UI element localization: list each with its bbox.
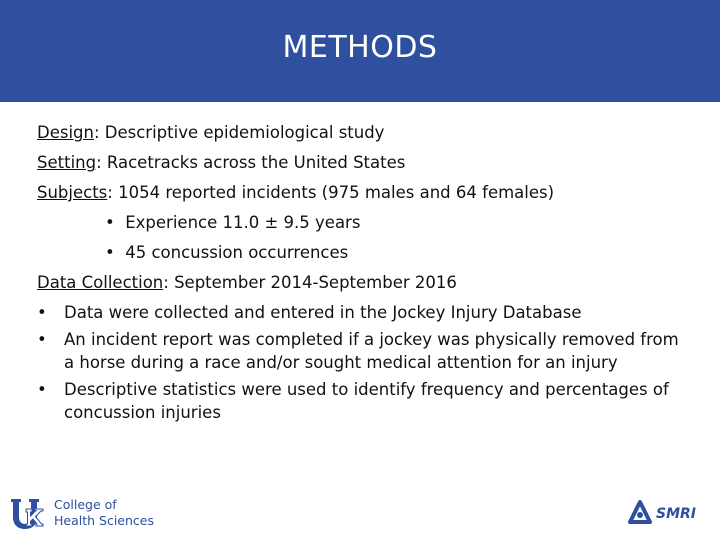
bullet-dot: • — [37, 380, 47, 399]
uk-college-logo — [10, 495, 154, 535]
bullet-dot: • — [37, 303, 47, 322]
bullet-text: Data were collected and entered in the Jockey Injury Database — [64, 303, 582, 322]
setting-label: Setting — [37, 153, 97, 172]
title-bar — [0, 0, 720, 102]
data-collection-label: Data Collection — [37, 273, 164, 292]
slide-body — [37, 118, 687, 428]
college-name-line1: College of — [54, 497, 117, 512]
design-line — [37, 118, 687, 148]
data-collection-line — [37, 268, 687, 298]
bullet-dot: • — [105, 213, 115, 232]
slide-title: METHODS — [282, 30, 438, 65]
design-text: : Descriptive epidemiological study — [93, 123, 385, 142]
bullet-item — [37, 301, 687, 324]
bullet-text: An incident report was completed if a jockey was physically removed from a horse during a race and/or sought medical attention for an injury — [64, 330, 679, 372]
subjects-line — [37, 178, 687, 208]
bullet-item — [37, 378, 687, 424]
subjects-item-text: Experience 11.0 ± 9.5 years — [125, 213, 361, 232]
bullet-text: Descriptive statistics were used to identify frequency and percentages of concussion injuries — [64, 380, 669, 422]
setting-line — [37, 148, 687, 178]
subjects-item — [37, 238, 687, 268]
bullet-dot: • — [105, 243, 115, 262]
subjects-item — [37, 208, 687, 238]
uk-monogram-icon — [10, 495, 44, 531]
college-name-line2: Health Sciences — [54, 513, 154, 528]
design-label: Design — [37, 123, 94, 142]
bullet-item — [37, 328, 687, 374]
subjects-text: : 1054 reported incidents (975 males and 64 females) — [107, 183, 555, 202]
triangle-logo-icon — [628, 500, 652, 526]
data-collection-text: : September 2014-September 2016 — [163, 273, 457, 292]
subjects-item-text: 45 concussion occurrences — [125, 243, 349, 262]
bullet-dot: • — [37, 330, 47, 349]
smri-text: SMRI — [656, 506, 697, 522]
setting-text: : Racetracks across the United States — [96, 153, 406, 172]
subjects-label: Subjects — [37, 183, 108, 202]
smri-logo — [628, 500, 718, 536]
college-name — [54, 497, 154, 529]
